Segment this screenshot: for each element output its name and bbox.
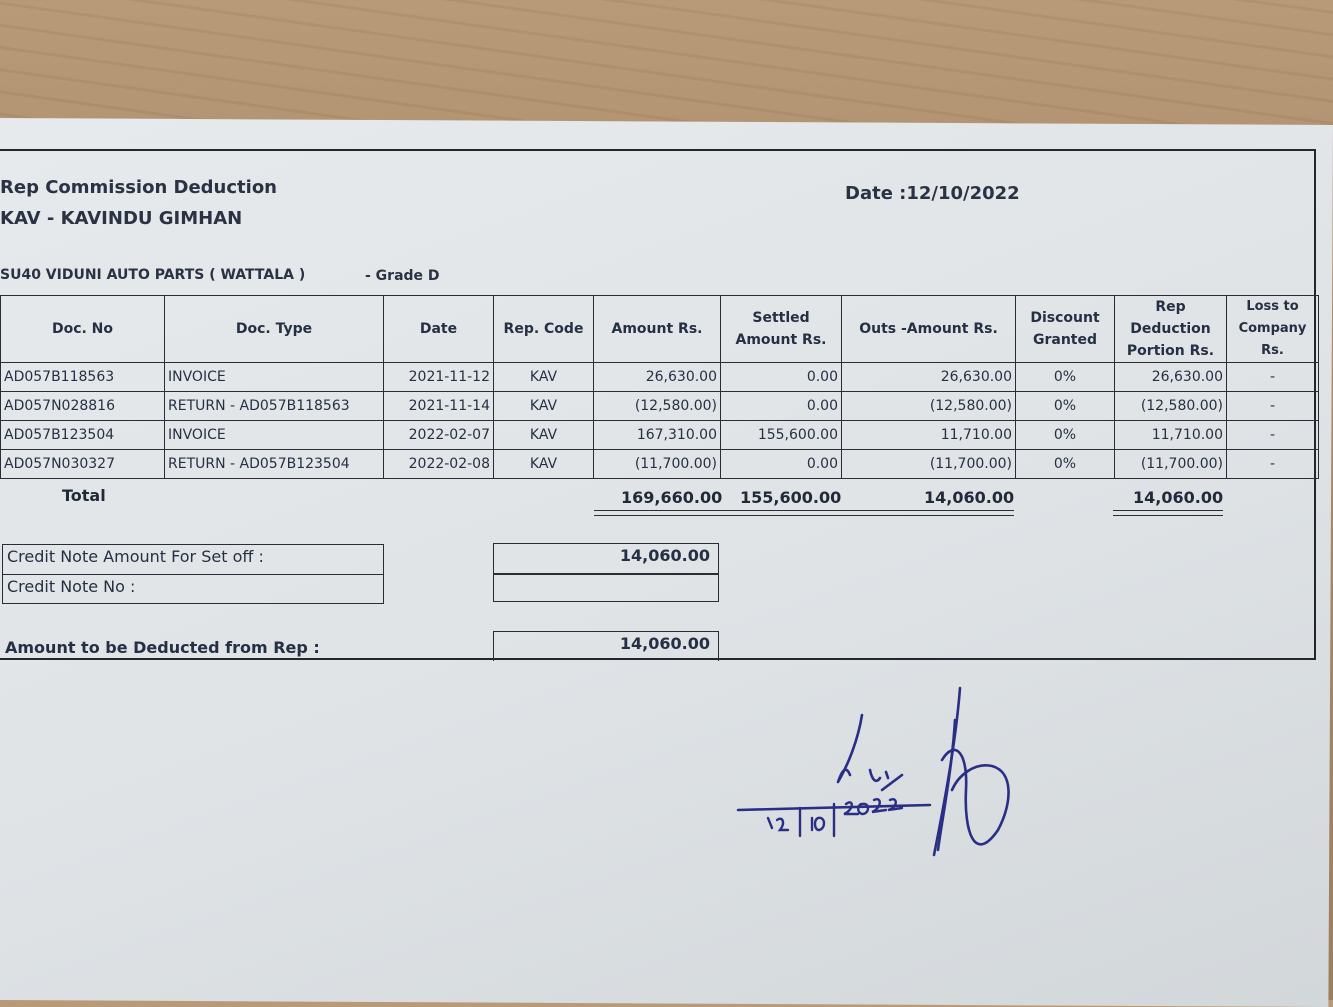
col-rep-deduction: Rep Deduction Portion Rs.: [1115, 296, 1227, 363]
total-double-underline: [594, 510, 1014, 516]
col-doc-no: Doc. No: [1, 296, 165, 363]
col-rep-code: Rep. Code: [494, 296, 594, 363]
table-header-row: [1, 296, 1319, 363]
cell-rep-deduction: (12,580.00): [1115, 392, 1227, 421]
total-label: Total: [62, 486, 106, 505]
cell-rep-deduction: 26,630.00: [1115, 363, 1227, 392]
cell-rep-code: KAV: [494, 450, 594, 479]
cell-doc-type: INVOICE: [165, 421, 384, 450]
cell-settled: 0.00: [721, 363, 842, 392]
credit-note-amount-label: Credit Note Amount For Set off :: [2, 544, 384, 575]
commission-table: [0, 295, 1319, 479]
total-settled: 155,600.00: [740, 488, 842, 507]
deduct-value: 14,060.00: [493, 631, 719, 661]
report-title: Rep Commission Deduction: [0, 177, 277, 198]
cell-settled: 0.00: [721, 450, 842, 479]
cell-doc-no: AD057B123504: [1, 421, 165, 450]
cell-amount: (12,580.00): [594, 392, 721, 421]
cell-outs: (12,580.00): [842, 392, 1016, 421]
report-date: Date :12/10/2022: [845, 183, 1020, 204]
cell-settled: 155,600.00: [721, 421, 842, 450]
cell-date: 2021-11-14: [384, 392, 494, 421]
cell-doc-no: AD057B118563: [1, 363, 165, 392]
col-settled: Settled Amount Rs.: [721, 296, 842, 363]
credit-note-no-value: [493, 574, 719, 602]
table-row: [1, 421, 1319, 450]
cell-loss: -: [1227, 363, 1319, 392]
cell-outs: (11,700.00): [842, 450, 1016, 479]
col-doc-type: Doc. Type: [165, 296, 384, 363]
col-discount: Discount Granted: [1016, 296, 1115, 363]
cell-loss: -: [1227, 421, 1319, 450]
cell-doc-no: AD057N030327: [1, 450, 165, 479]
cell-rep-deduction: 11,710.00: [1115, 421, 1227, 450]
cell-doc-no: AD057N028816: [1, 392, 165, 421]
col-date: Date: [384, 296, 494, 363]
table-row: [1, 450, 1319, 479]
table-row: [1, 392, 1319, 421]
customer-name: SU40 VIDUNI AUTO PARTS ( WATTALA ): [0, 267, 306, 283]
total-rep-deduction: 14,060.00: [1133, 488, 1224, 507]
cell-discount: 0%: [1016, 421, 1115, 450]
cell-doc-type: RETURN - AD057B123504: [165, 450, 384, 479]
rep-total-double-underline: [1113, 510, 1223, 516]
handwritten-signature: [730, 680, 1020, 870]
cell-doc-type: RETURN - AD057B118563: [165, 392, 384, 421]
cell-outs: 26,630.00: [842, 363, 1016, 392]
cell-discount: 0%: [1016, 363, 1115, 392]
deduct-label: Amount to be Deducted from Rep :: [5, 638, 320, 657]
rep-name: KAV - KAVINDU GIMHAN: [0, 208, 243, 229]
cell-loss: -: [1227, 450, 1319, 479]
cell-doc-type: INVOICE: [165, 363, 384, 392]
credit-note-amount-value: 14,060.00: [493, 543, 719, 574]
cell-discount: 0%: [1016, 450, 1115, 479]
col-outs: Outs -Amount Rs.: [842, 296, 1016, 363]
cell-settled: 0.00: [721, 392, 842, 421]
total-amount: 169,660.00: [621, 488, 723, 507]
cell-date: 2022-02-07: [384, 421, 494, 450]
cell-amount: 26,630.00: [594, 363, 721, 392]
credit-note-no-label: Credit Note No :: [2, 574, 384, 604]
cell-amount: 167,310.00: [594, 421, 721, 450]
cell-rep-code: KAV: [494, 421, 594, 450]
cell-rep-code: KAV: [494, 363, 594, 392]
cell-rep-deduction: (11,700.00): [1115, 450, 1227, 479]
total-outs: 14,060.00: [924, 488, 1015, 507]
cell-amount: (11,700.00): [594, 450, 721, 479]
table-row: [1, 363, 1319, 392]
cell-date: 2022-02-08: [384, 450, 494, 479]
cell-date: 2021-11-12: [384, 363, 494, 392]
cell-discount: 0%: [1016, 392, 1115, 421]
customer-grade: - Grade D: [365, 268, 440, 284]
col-loss: Loss to Company Rs.: [1227, 296, 1319, 363]
col-amount: Amount Rs.: [594, 296, 721, 363]
cell-outs: 11,710.00: [842, 421, 1016, 450]
cell-loss: -: [1227, 392, 1319, 421]
cell-rep-code: KAV: [494, 392, 594, 421]
